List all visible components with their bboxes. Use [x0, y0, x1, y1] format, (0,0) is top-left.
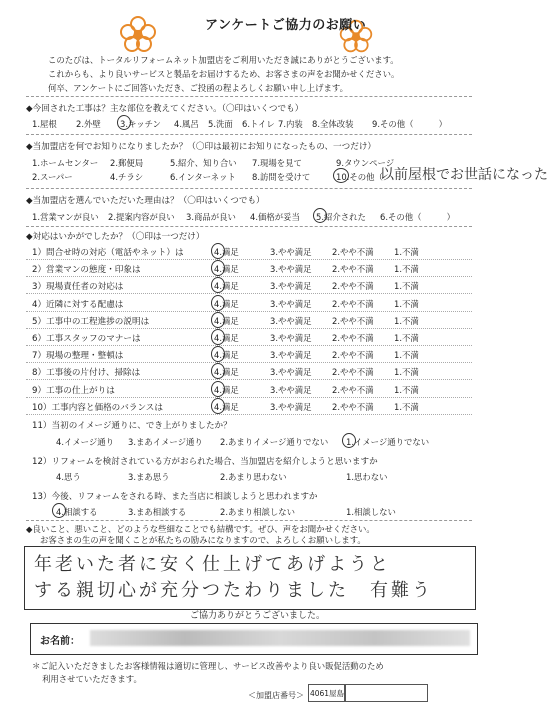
q3-option[interactable]: 1.営業マンが良い [32, 212, 99, 222]
handwritten-note: 以前屋根でお世話になった [380, 167, 548, 183]
q2-option[interactable]: 7.現場を見て [252, 158, 302, 168]
comments-prompt: お客さまの生の声を聞くことが私たちの励みになりますので、よろしくお願いします。 [40, 535, 366, 545]
q2-option[interactable]: 6.インターネット [170, 172, 236, 182]
q4-rating-option[interactable]: 3.やや満足 [270, 281, 312, 292]
q1-option[interactable]: 1.屋根 [32, 119, 57, 129]
q4-rating-option[interactable]: 1.不満 [394, 350, 419, 361]
name-label: お名前： [40, 636, 80, 647]
row-divider [26, 276, 472, 277]
q4-item-label: 7）現場の整理・整頓は [32, 351, 124, 362]
q4-rating-option[interactable]: 2.やや不満 [332, 264, 374, 275]
q4-label: ◆対応はいかがでしたか？（〇印は一つだけ） [26, 232, 205, 242]
q4-rating-option[interactable]: 4.満足 [214, 333, 239, 343]
divider [26, 520, 472, 521]
divider [26, 188, 472, 189]
q4-item-label: 9）工事の仕上がりは [32, 385, 115, 396]
q2-option[interactable]: 4.チラシ [110, 172, 144, 182]
q4-item-label: 10）工事内容と価格のバランスは [32, 402, 163, 413]
q3-option[interactable]: 6.その他（ ） [380, 212, 455, 222]
q4-item-label: 1）問合せ時の対応（電話やネット）は [32, 248, 184, 258]
handwritten-comment: する親切心が充分つたわりました 有難う [34, 580, 433, 601]
answer-circle [211, 329, 225, 345]
footer-note: 利用させていただきます。 [42, 674, 142, 684]
q3-option[interactable]: 5.紹介された [316, 212, 366, 222]
q4-rating-option[interactable]: 2.やや不満 [332, 281, 374, 292]
q4-rating-option[interactable]: 1.不満 [394, 315, 419, 326]
q4-rating-option[interactable]: 2.やや不満 [332, 247, 374, 257]
intro-line: これからも、より良いサービスと製品をお届けするため、お客さまの声をお聞かせください。 [48, 69, 400, 79]
q4-rating-option[interactable]: 2.やや不満 [332, 315, 374, 326]
q4-rating-option[interactable]: 2.やや不満 [332, 384, 374, 395]
q4-rating-option[interactable]: 3.やや満足 [270, 315, 312, 326]
q2-option[interactable]: 9.タウンページ [336, 158, 395, 168]
q1-option[interactable]: 2.外壁 [76, 119, 101, 129]
q11-option[interactable]: 4.イメージ通り [56, 437, 114, 447]
answer-circle [211, 243, 225, 259]
q11-option[interactable]: 3.まあイメージ通り [128, 437, 203, 447]
q4-rating-option[interactable]: 2.やや不満 [332, 367, 374, 378]
q1-option[interactable]: 7.内装 [278, 119, 303, 129]
q4-item-label: 4）近隣に対する配慮は [32, 299, 124, 310]
row-divider [26, 259, 472, 260]
thanks-text: ご協力ありがとうございました。 [190, 611, 326, 621]
q1-option[interactable]: 3.キッチン [120, 119, 161, 129]
q2-option[interactable]: 10.その他（ [336, 172, 383, 182]
q4-rating-option[interactable]: 1.不満 [394, 298, 419, 309]
q1-option[interactable]: 6.トイレ [242, 119, 275, 129]
answer-circle [313, 208, 327, 223]
flower-icon-left [118, 14, 158, 54]
q4-rating-option[interactable]: 3.やや満足 [270, 384, 312, 395]
intro-line: このたびは、トータルリフォームネット加盟店をご利用いただき誠にありがとうございます。 [48, 55, 399, 65]
row-divider [26, 362, 472, 363]
q4-rating-option[interactable]: 4.満足 [214, 264, 239, 275]
q3-option[interactable]: 4.価格が妥当 [250, 212, 300, 222]
q4-rating-option[interactable]: 1.不満 [394, 264, 419, 275]
q3-option[interactable]: 2.提案内容が良い [108, 212, 175, 222]
q1-option[interactable]: 4.風呂 [174, 119, 199, 129]
row-divider [26, 311, 472, 312]
q4-rating-option[interactable]: 1.不満 [394, 401, 419, 412]
q4-rating-option[interactable]: 3.やや満足 [270, 264, 312, 275]
q13-option[interactable]: 3.まあ相談する [128, 507, 187, 517]
answer-circle [333, 168, 349, 183]
q4-item-label: 3）現場責任者の対応は [32, 282, 124, 293]
q2-option[interactable]: 2.郵便局 [110, 158, 144, 168]
q4-rating-option[interactable]: 4.満足 [214, 367, 239, 378]
row-divider [26, 293, 472, 294]
q4-rating-option[interactable]: 2.やや不満 [332, 401, 374, 412]
answer-circle [342, 433, 356, 448]
q4-rating-option[interactable]: 1.不満 [394, 367, 419, 378]
q4-rating-option[interactable]: 4.満足 [214, 247, 239, 257]
divider [26, 134, 472, 135]
q11-label: 11）当初のイメージ通りに、でき上がりましたか？ [32, 421, 232, 431]
q1-option[interactable]: 9.その他（ ） [372, 119, 447, 129]
q4-rating-option[interactable]: 2.やや不満 [332, 350, 374, 361]
row-divider [26, 397, 472, 398]
member-code-label: ＜加盟店番号＞ [248, 691, 304, 700]
q12-option[interactable]: 3.まあ思う [128, 472, 170, 482]
q13-option[interactable]: 2.あまり相談しない [220, 507, 295, 517]
answer-circle [52, 503, 66, 518]
handwritten-comment: 年老いた者に安く仕上げてあげようと [34, 554, 391, 575]
q4-rating-option[interactable]: 2.やや不満 [332, 298, 374, 309]
answer-circle [211, 295, 225, 311]
q2-option[interactable]: 2.スーパー [32, 172, 73, 182]
divider [26, 96, 472, 97]
member-code-blank [344, 684, 428, 702]
answer-circle [117, 115, 131, 130]
row-divider [26, 414, 472, 415]
answer-circle [211, 312, 225, 328]
row-divider [26, 379, 472, 380]
q12-option[interactable]: 4.思う [56, 472, 81, 482]
q4-rating-option[interactable]: 4.満足 [214, 384, 239, 395]
q4-rating-option[interactable]: 3.やや満足 [270, 401, 312, 412]
q4-rating-option[interactable]: 3.やや満足 [270, 367, 312, 378]
q4-rating-option[interactable]: 1.不満 [394, 384, 419, 395]
q13-option[interactable]: 4.相談する [56, 507, 98, 517]
footer-note: ＊ご記入いただきましたお客様情報は適切に管理し、サービス改善やより良い販促活動のため [32, 661, 384, 671]
q4-item-label: 6）工事スタッフのマナーは [32, 334, 141, 344]
answer-circle [211, 398, 225, 414]
redacted-name [90, 630, 470, 646]
q12-option[interactable]: 1.思わない [346, 472, 388, 482]
divider [26, 226, 472, 227]
q3-label: ◆当加盟店を選んでいただいた理由は？（〇印はいくつでも） [26, 196, 265, 206]
q12-option[interactable]: 2.あまり思わない [220, 472, 287, 482]
q4-rating-option[interactable]: 3.やや満足 [270, 247, 312, 257]
q4-rating-option[interactable]: 4.満足 [214, 350, 239, 361]
row-divider [26, 345, 472, 346]
q4-rating-option[interactable]: 3.やや満足 [270, 333, 312, 343]
q11-option[interactable]: 2.あまりイメージ通りでない [220, 437, 329, 447]
q4-rating-option[interactable]: 4.満足 [214, 315, 239, 326]
q4-rating-option[interactable]: 3.やや満足 [270, 298, 312, 309]
q1-option[interactable]: 5.洗面 [208, 119, 233, 129]
q4-item-label: 5）工事中の工程進捗の説明は [32, 316, 150, 327]
q2-option[interactable]: 1.ホームセンター [32, 158, 99, 168]
row-divider [26, 328, 472, 329]
q1-label: ◆今回された工事は？主な部位を教えてください。（〇印はいくつでも） [26, 104, 304, 114]
q4-rating-option[interactable]: 2.やや不満 [332, 333, 374, 343]
comments-prompt: ◆良いこと、悪いこと、どのような些細なことでも結構です。ぜひ、声をお聞かせください。 [26, 524, 375, 534]
q2-option[interactable]: 5.紹介、知り合い [170, 158, 237, 168]
q4-rating-option[interactable]: 4.満足 [214, 401, 239, 412]
q4-rating-option[interactable]: 3.やや満足 [270, 350, 312, 361]
q13-label: 13）今後、リフォームをされる時、また当店に相談しようと思われますか [32, 492, 318, 502]
intro-line: 何卒、アンケートにご回答いただき、ご投函の程よろしくお願い申し上げます。 [48, 83, 348, 93]
q11-option[interactable]: 1.イメージ通りでない [346, 437, 430, 447]
member-code-value: 4061屋島 [308, 684, 346, 702]
q4-rating-option[interactable]: 1.不満 [394, 281, 419, 292]
q4-item-label: 8）工事後の片付け、掃除は [32, 368, 141, 379]
q1-option[interactable]: 8.全体改装 [312, 119, 354, 129]
q4-item-label: 2）営業マンの態度・印象は [32, 265, 141, 276]
q12-label: 12）リフォームを検討されている方がおられた場合、当加盟店を紹介しようと思いますか [32, 457, 378, 467]
q2-option[interactable]: 8.訪問を受けて [252, 172, 311, 182]
q4-rating-option[interactable]: 1.不満 [394, 247, 419, 257]
q3-option[interactable]: 3.商品が良い [186, 212, 236, 222]
answer-circle [211, 381, 225, 397]
q2-label: ◆当加盟店を何でお知りになりましたか？（〇印は最初にお知りになったもの、一つだけ） [26, 142, 377, 152]
q13-option[interactable]: 1.相談しない [346, 507, 396, 517]
q4-rating-option[interactable]: 1.不満 [394, 333, 419, 343]
page-title: アンケートご協力のお願い [205, 18, 367, 33]
q4-rating-option[interactable]: 4.満足 [214, 298, 239, 309]
q4-rating-option[interactable]: 4.満足 [214, 281, 239, 292]
